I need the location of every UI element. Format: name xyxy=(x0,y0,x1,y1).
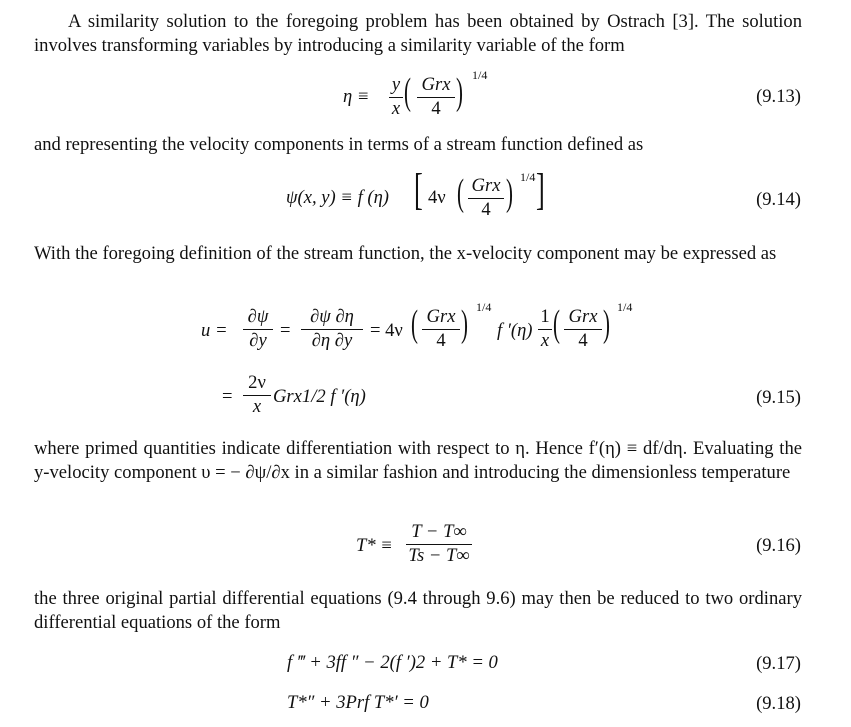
eq917-expression: f ‴ + 3ff ″ − 2(f ′)2 + T* = 0 xyxy=(287,652,498,673)
eq915a-exponent-1: 1/4 xyxy=(476,300,492,314)
paragraph-stream-function: and representing the velocity components in terms of a stream function defined as xyxy=(34,134,644,155)
eq913-fraction-y-over-x: y x xyxy=(389,75,403,121)
eq915a-fraction-1-over-x: 1 x xyxy=(538,307,552,353)
eq915a-exponent-2: 1/4 xyxy=(617,300,633,314)
paragraph-primed-quantities: where primed quantities indicate differentiation with respect to η. Hence f′(η) ≡ df/dη. Evaluating the y-velocity component υ = − ∂ψ/∂x in a similar fashion and introducing the dimensionless temperature xyxy=(34,438,802,483)
eq913-left-paren: ( xyxy=(404,71,411,113)
eq915a-equals-1: = xyxy=(280,320,291,341)
eq916-lhs: T* ≡ xyxy=(356,535,393,556)
eq914-right-bracket: ] xyxy=(536,165,545,214)
eq915b-fraction-2nu-over-x: 2ν x xyxy=(243,373,271,419)
eq917-number: (9.17) xyxy=(756,653,801,674)
eq915b-equals: = xyxy=(222,386,233,407)
eq915a-derivative-dpsi-dy: ∂ψ ∂y xyxy=(243,307,273,353)
paragraph-ostrach-similarity: A similarity solution to the foregoing problem has been obtained by Ostrach [3]. The solution involves transforming variables by introducing a similarity variable of the form xyxy=(34,11,802,56)
eq918-expression: T*″ + 3Prf T*′ = 0 xyxy=(287,692,429,713)
eq916-number: (9.16) xyxy=(756,535,801,556)
eq914-number: (9.14) xyxy=(756,189,801,210)
eq914-exponent: 1/4 xyxy=(520,170,536,184)
eq915a-left-paren-1: ( xyxy=(411,303,418,345)
eq915a-chain-rule: ∂ψ ∂η ∂η ∂y xyxy=(301,307,363,353)
eq914-right-paren: ) xyxy=(506,172,513,214)
eq915a-right-paren-1: ) xyxy=(461,303,468,345)
eq914-left-bracket: [ xyxy=(414,165,423,214)
eq915b-rest: Grx1/2 f ′(η) xyxy=(273,386,366,407)
eq915a-equals-coef: = 4ν xyxy=(370,320,403,341)
eq914-lhs: ψ(x, y) ≡ f (η) xyxy=(286,187,390,208)
eq913-exponent: 1/4 xyxy=(472,68,488,82)
eq914-fraction-grx-over-4: Grx 4 xyxy=(468,176,504,222)
eq915a-left-paren-2: ( xyxy=(553,303,560,345)
paragraph-reduced-equations: the three original partial differential equations (9.4 through 9.6) may then be reduced to two ordinary differential equations of the form xyxy=(34,588,802,633)
eq915a-fraction-grx-over-4-1: Grx 4 xyxy=(422,307,460,353)
eq913-fraction-grx-over-4: Grx 4 xyxy=(417,75,455,121)
eq915a-right-paren-2: ) xyxy=(603,303,610,345)
eq915a-lhs: u = xyxy=(201,320,228,341)
eq914-coefficient: 4ν xyxy=(428,187,446,208)
eq918-number: (9.18) xyxy=(756,693,801,714)
eq913-number: (9.13) xyxy=(756,86,801,107)
eq913-right-paren: ) xyxy=(456,71,463,113)
eq915a-fprime: f ′(η) xyxy=(497,320,533,341)
eq915-number: (9.15) xyxy=(756,387,801,408)
paragraph-x-velocity: With the foregoing definition of the stream function, the x-velocity component may be expressed as xyxy=(34,243,777,264)
eq913-lhs: η ≡ xyxy=(343,86,370,107)
eq916-fraction: T − T∞ Ts − T∞ xyxy=(406,522,472,568)
eq914-left-paren: ( xyxy=(457,172,464,214)
eq915a-fraction-grx-over-4-2: Grx 4 xyxy=(564,307,602,353)
